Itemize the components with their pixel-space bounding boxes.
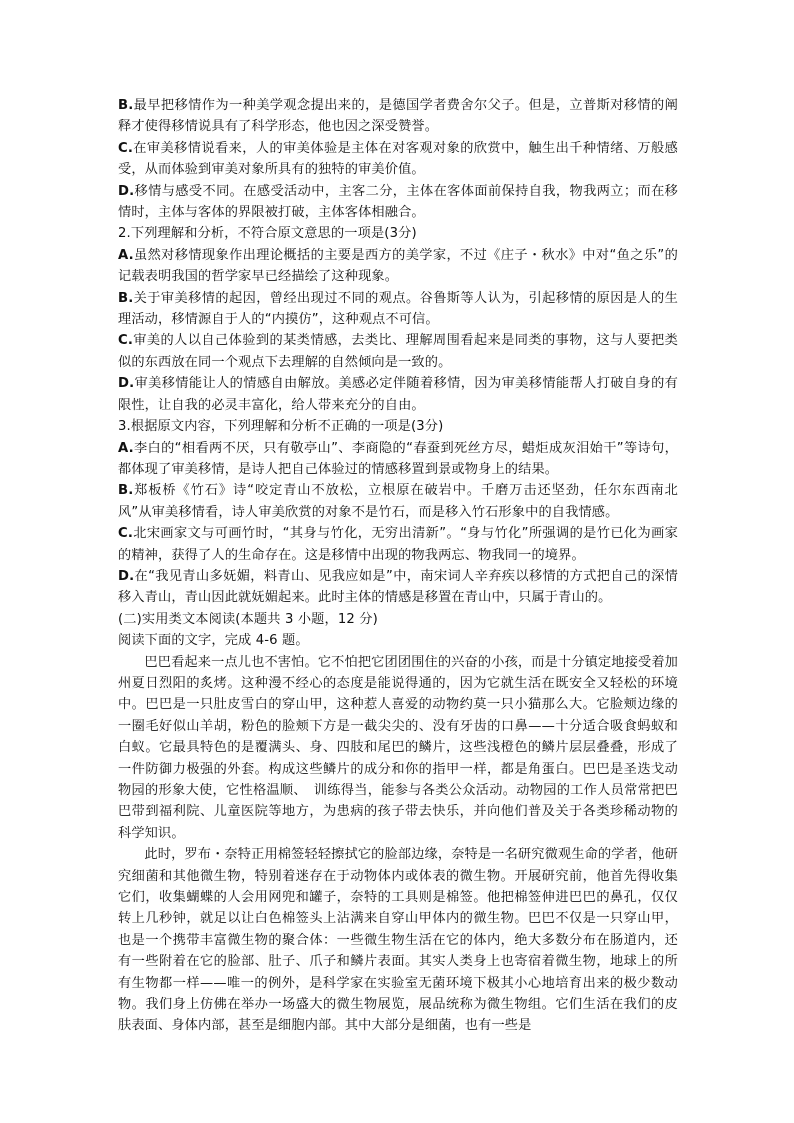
section-heading: (二)实用类文本阅读(本题共 3 小题，12 分) xyxy=(118,611,378,627)
option-letter: D. xyxy=(118,183,135,199)
option-text: 北宋画家文与可画竹时，“其身与竹化，无穷出清新”。“身与竹化”所强调的是竹已化为画家的精神，获得了人的生命存在。这是移情中出现的物我两忘、物我同一的境界。 xyxy=(118,526,678,563)
q2-option-b xyxy=(118,288,678,331)
q2-stem: 2.下列理解和分析，不符合原文意思的一项是(3分) xyxy=(118,226,417,242)
option-text: 在审美移情说看来，人的审美体验是主体在对客观对象的欣赏中，触生出千种情绪、万般感受，从而体验到审美对象所具有的独特的审美价值。 xyxy=(118,140,678,178)
q1-option-c xyxy=(118,138,678,181)
option-text: 移情与感受不同。在感受活动中，主客二分，主体在客体面前保持自我，物我两立；而在移情时，主体与客体的界限被打破，主体客体相融合。 xyxy=(118,183,678,221)
q3-option-b xyxy=(118,480,678,523)
option-letter: D. xyxy=(118,376,135,392)
reading-instruction: 阅读下面的文字，完成 4-6 题。 xyxy=(118,633,309,649)
option-letter: B. xyxy=(118,483,134,499)
option-text: 关于审美移情的起因，曾经出现过不同的观点。谷鲁斯等人认为，引起移情的原因是人的生理活动，移情源自于人的“内摸仿”，这种观点不可信。 xyxy=(118,290,678,328)
q1-option-b xyxy=(118,95,678,138)
option-text: 李白的“相看两不厌，只有敬亭山”、李商隐的“春蚕到死丝方尽，蜡炬成灰泪始干”等诗句，都体现了审美移情，是诗人把自己体验过的情感移置到景或物身上的结果。 xyxy=(118,440,678,477)
option-text: 最早把移情作为一种美学观念提出来的，是德国学者费舍尔父子。但是，立普斯对移情的阐释才使得移情说具有了科学形态，他也因之深受赞誉。 xyxy=(118,98,678,135)
q2-option-c xyxy=(118,330,678,373)
q1-option-d xyxy=(118,181,678,224)
option-text: 审美的人以自己体验到的某类情感，去类比、理解周围看起来是同类的事物，这与人要把类似的东西放在同一个观点下去理解的自然倾向是一致的。 xyxy=(118,333,678,370)
q3-option-d xyxy=(118,566,678,609)
q3-option-c xyxy=(118,523,678,566)
option-letter: A. xyxy=(118,440,134,456)
option-text: 在“我见青山多妩媚，料青山、见我应如是”中，南宋词人辛弃疾以移情的方式把自己的深情移入青山，青山因此就妩媚起来。此时主体的情感是移置在青山中，只属于青山的。 xyxy=(118,568,678,606)
q2-option-d xyxy=(118,373,678,416)
option-letter: B. xyxy=(118,290,134,306)
passage-paragraph: 巴巴看起来一点儿也不害怕。它不怕把它团团围住的兴奋的小孩，而是十分镇定地接受着加州夏日烈阳的炙烤。这种漫不经心的态度是能说得通的，因为它就生活在既安全又轻松的环境中。巴巴是一只肚皮雪白的穿山甲，这种惹人喜爱的动物约莫一只小猫那么大。它脸颊边缘的一圈毛好似山羊胡，粉色的脸颊下方是一截尖尖的、没有牙齿的口鼻——十分适合吸食蚂蚁和白蚁。它最具特色的是覆满头、身、四肢和尾巴的鳞片，这些浅橙色的鳞片层层叠叠，形成了一件防御力极强的外套。构成这些鳞片的成分和你的指甲一样，都是角蛋白。巴巴是圣迭戈动物园的形象大使，它性格温顺、 训练得当，能参与各类公众活动。动物园的工作人员常常把巴巴带到福利院、儿童医院等地方，为患病的孩子带去快乐，并向他们普及关于各类珍稀动物的科学知识。 xyxy=(118,654,678,841)
option-text: 虽然对移情现象作出理论概括的主要是西方的美学家，不过《庄子・秋水》中对“鱼之乐”的记载表明我国的哲学家早已经描绘了这种现象。 xyxy=(118,247,678,285)
option-letter: C. xyxy=(118,526,133,542)
q3-stem: 3.根据原文内容，下列理解和分析不正确的一项是(3分) xyxy=(118,419,444,435)
passage-paragraph: 此时，罗布・奈特正用棉签轻轻擦拭它的脸部边缘，奈特是一名研究微观生命的学者，他研究细菌和其他微生物，特别着迷存在于动物体内或体表的微生物。开展研究前，他首先得收集它们，收集蝴蝶的人会用网兜和罐子，奈特的工具则是棉签。他把棉签伸进巴巴的鼻孔，仅仅转上几秒钟，就足以让白色棉签头上沾满来自穿山甲体内的微生物。巴巴不仅是一只穿山甲，也是一个携带丰富微生物的聚合体：一些微生物生活在它的体内，绝大多数分布在肠道内，还有一些附着在它的脸部、肚子、爪子和鳞片表面。其实人类身上也寄宿着微生物，地球上的所有生物都一样——唯一的例外，是科学家在实验室无菌环境下极其小心地培育出来的极少数动物。我们身上仿佛在举办一场盛大的微生物展览，展品统称为微生物组。它们生活在我们的皮肤表面、身体内部，甚至是细胞内部。其中大部分是细菌，也有一些是 xyxy=(118,847,678,1034)
option-text: 审美移情能让人的情感自由解放。美感必定伴随着移情，因为审美移情能帮人打破自身的有限性，让自我的必灵丰富化，给人带来充分的自由。 xyxy=(118,376,678,413)
option-letter: C. xyxy=(118,140,133,156)
option-text: 郑板桥《竹石》诗“咬定青山不放松，立根原在破岩中。千磨万击还坚劲，任尔东西南北风”从审美移情看，诗人审美欣赏的对象不是竹石，而是移入竹石形象中的自我情感。 xyxy=(118,483,678,520)
option-letter: C. xyxy=(118,333,133,349)
document-content xyxy=(118,95,678,1037)
option-letter: A. xyxy=(118,247,134,263)
q3-option-a xyxy=(118,438,678,481)
q2-option-a xyxy=(118,245,678,288)
option-letter: B. xyxy=(118,98,134,113)
option-letter: D. xyxy=(118,568,135,584)
